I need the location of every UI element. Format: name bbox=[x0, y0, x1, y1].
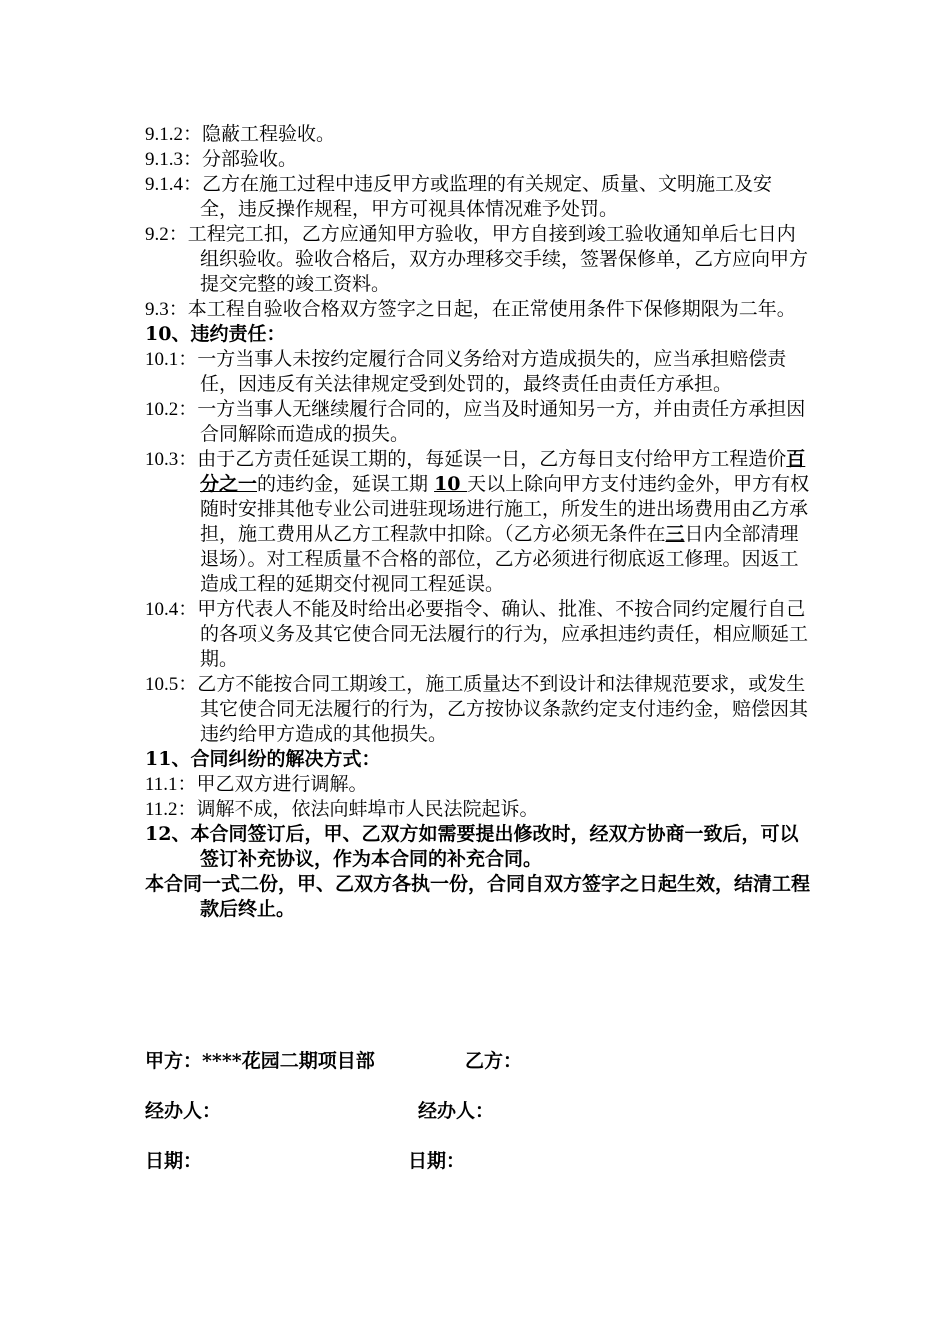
clause-10-3 bbox=[145, 447, 810, 597]
section-heading-11: 11、合同纠纷的解决方式： bbox=[145, 748, 381, 770]
clause-9-2 bbox=[145, 222, 810, 297]
clause-text: 乙方在施工过程中违反甲方或监理的有关规定、质量、文明施工及安全，违反操作规程，甲方可视具体情况难予处罚。 bbox=[200, 173, 773, 220]
clause-number: 9.1.3： bbox=[145, 149, 203, 170]
clause-text: 甲乙双方进行调解。 bbox=[196, 773, 368, 795]
clause-text-part: 天以上除向甲方支付违约金外，甲方有权随时安排其他专业公司进驻现场进行施工，所发生的进出场费用由乙方承担，施工费用从乙方工程款中扣除。（乙方必须无条件在 bbox=[200, 473, 810, 545]
underlined-delay-days: 10 bbox=[434, 473, 468, 495]
clause-text-part: 的违约金，延误工期 bbox=[257, 473, 435, 495]
section-heading-10: 10、违约责任： bbox=[145, 323, 286, 345]
clause-number: 11.1： bbox=[145, 774, 197, 795]
clause-12: 12、本合同签订后，甲、乙双方如需要提出修改时，经双方协商一致后，可以签订补充协议，作为本合同的补充合同。 bbox=[145, 823, 799, 870]
clause-9-1-4 bbox=[145, 172, 810, 222]
party-a-signature: 甲方：****花园二期项目部 bbox=[145, 1050, 375, 1072]
clause-10-4 bbox=[145, 597, 810, 672]
clause-9-1-3 bbox=[145, 147, 810, 172]
clause-text: 隐蔽工程验收。 bbox=[202, 123, 336, 145]
clause-text: 工程完工扣，乙方应通知甲方验收，甲方自接到竣工验收通知单后七日内组织验收。验收合格后，双方办理移交手续，签署保修单，乙方应向甲方提交完整的竣工资料。 bbox=[187, 223, 809, 295]
clause-number: 9.2： bbox=[145, 224, 188, 245]
party-b-handler: 经办人： bbox=[418, 1100, 495, 1122]
clause-10-5 bbox=[145, 672, 810, 747]
clause-number: 10.5： bbox=[145, 674, 198, 695]
clause-text: 甲方代表人不能及时给出必要指令、确认、批准、不按合同约定履行自己的各项义务及其它使合同无法履行的行为，应承担违约责任，相应顺延工期。 bbox=[197, 598, 809, 670]
clause-number: 10.4： bbox=[145, 599, 198, 620]
clause-text: 本工程自验收合格双方签字之日起，在正常使用条件下保修期限为二年。 bbox=[187, 298, 796, 320]
underlined-exit-days: 三 bbox=[665, 523, 685, 545]
clause-number: 9.3： bbox=[145, 299, 188, 320]
clause-text: 调解不成，依法向蚌埠市人民法院起诉。 bbox=[196, 798, 539, 820]
clause-11-1 bbox=[145, 772, 810, 797]
clause-text-part: 由于乙方责任延误工期的，每延误一日，乙方每日支付给甲方工程造价 bbox=[197, 448, 787, 470]
party-b-date: 日期： bbox=[408, 1150, 466, 1172]
clause-number: 9.1.2： bbox=[145, 124, 203, 145]
clause-text: 分部验收。 bbox=[202, 148, 298, 170]
clause-9-1-2 bbox=[145, 122, 810, 147]
clause-number: 10.3： bbox=[145, 449, 198, 470]
clause-10-1 bbox=[145, 347, 810, 397]
contract-copies-clause: 本合同一式二份，甲、乙双方各执一份，合同自双方签字之日起生效，结清工程款后终止。 bbox=[145, 873, 811, 920]
clause-number: 11.2： bbox=[145, 799, 197, 820]
clause-text: 一方当事人无继续履行合同的，应当及时通知另一方，并由责任方承担因合同解除而造成的损失。 bbox=[197, 398, 806, 445]
clause-number: 9.1.4： bbox=[145, 174, 203, 195]
clause-text: 乙方不能按合同工期竣工，施工质量达不到设计和法律规范要求，或发生其它使合同无法履行的行为，乙方按协议条款约定支付违约金，赔偿因其违约给甲方造成的其他损失。 bbox=[197, 673, 809, 745]
party-b-signature: 乙方： bbox=[465, 1050, 523, 1072]
clause-11-2 bbox=[145, 797, 810, 822]
clause-9-3 bbox=[145, 297, 810, 322]
clause-10-2 bbox=[145, 397, 810, 447]
clause-number: 10.1： bbox=[145, 349, 198, 370]
clause-number: 10.2： bbox=[145, 399, 198, 420]
clause-text-part: 日内全部清理退场）。对工程质量不合格的部位，乙方必须进行彻底返工修理。因返工造成工程的延期交付视同工程延误。 bbox=[200, 523, 799, 595]
party-a-handler: 经办人： bbox=[145, 1100, 222, 1122]
party-a-date: 日期： bbox=[145, 1150, 203, 1172]
contract-body bbox=[145, 122, 810, 922]
clause-text: 一方当事人未按约定履行合同义务给对方造成损失的，应当承担赔偿责任，因违反有关法律规定受到处罚的，最终责任由责任方承担。 bbox=[197, 348, 787, 395]
underlined-penalty-rate: 百分之一 bbox=[200, 448, 806, 495]
